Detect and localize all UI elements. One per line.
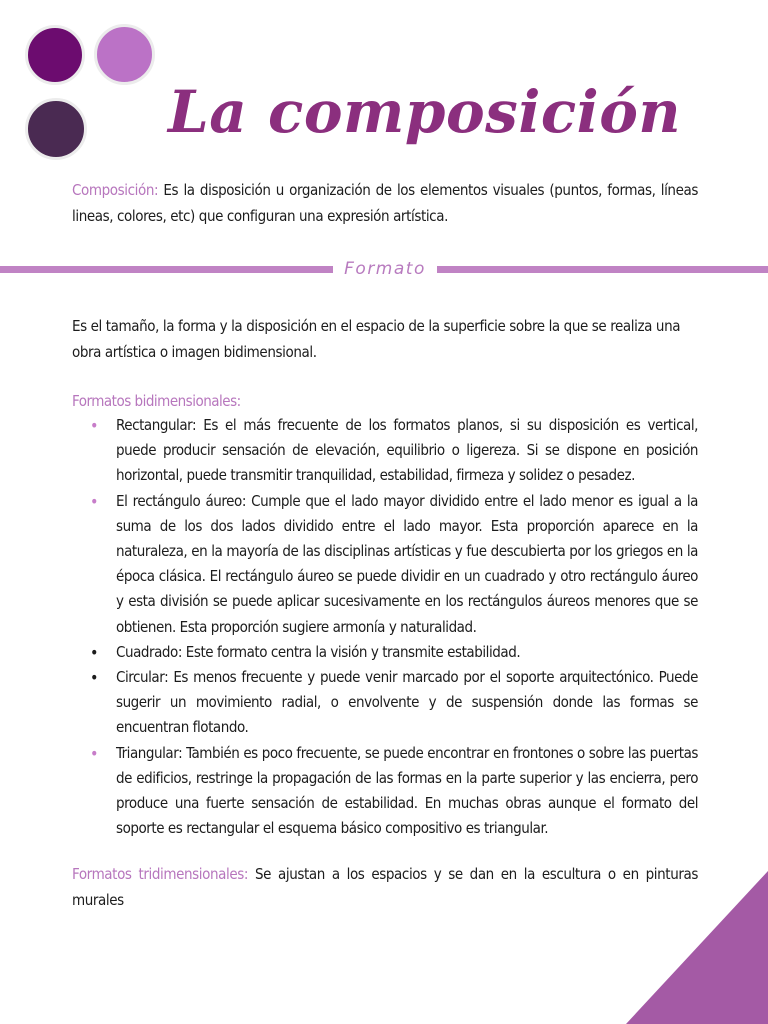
decorative-circle-light-purple [94, 24, 155, 85]
format-item-text: Rectangular: Es el más frecuente de los formatos planos, si su disposición es vertical, puede producir sensación de elevación, equilibrio o ligereza. Si se dispone en posición horizontal, puede transmitir tranquilidad, estabilidad, firmeza y solidez o pesadez. [116, 416, 698, 485]
section-heading-formato: Formato [344, 259, 426, 279]
bullet-point: • [90, 668, 99, 688]
format-item-text: El rectángulo áureo: Cumple que el lado mayor dividido entre el lado menor es igual a la suma de los dos lados dividido entre el lado mayor. Esta proporción aparece en la naturaleza, en la mayoría de las disciplinas artísticas y fue descubierta por los griegos en la época clásica. El rectángulo áureo se puede dividir en un cuadrado y otro rectángulo áureo y esta división se puede aplicar sucesivamente en los rectángulos áureos menores que se obtienen. Esta proporción sugiere armonía y naturalidad. [116, 491, 698, 636]
page-title: La composición [168, 78, 682, 146]
bullet-point: • [90, 491, 99, 511]
bullet-point: • [90, 642, 99, 662]
corner-triangle-shape [626, 871, 768, 1024]
format-list-item [72, 489, 698, 640]
format-list-item [72, 741, 698, 842]
tridimensional-paragraph [72, 861, 698, 913]
format-list-item [72, 413, 698, 489]
intro-label: Composición: [72, 181, 159, 199]
decorative-circle-eggplant [25, 98, 87, 160]
divider-line-right [437, 266, 768, 273]
corner-triangle-decoration [626, 871, 768, 1024]
divider-line-left [0, 266, 333, 273]
tridimensional-text: Se ajustan a los espacios y se dan en la escultura o en pinturas murales [72, 865, 698, 909]
intro-text: Es la disposición u organización de los elementos visuales (puntos, formas, líneas lineas, colores, etc) que configuran una expresión artística. [72, 181, 698, 225]
bullet-point: • [90, 416, 99, 435]
section-divider [0, 256, 768, 282]
intro-paragraph [72, 177, 698, 229]
format-item-text: Cuadrado: Este formato centra la visión y transmite estabilidad. [116, 642, 521, 661]
formato-description: Es el tamaño, la forma y la disposición en el espacio de la superficie sobre la que se realiza una obra artística o imagen bidimensional. [72, 317, 681, 361]
format-list-item [72, 640, 698, 665]
format-item-text: Circular: Es menos frecuente y puede venir marcado por el soporte arquitectónico. Puede sugerir un movimiento radial, o envolvente y de suspensión donde las formas se encuentran flotando. [116, 668, 698, 737]
bidimensional-heading: Formatos bidimensionales: [72, 392, 241, 410]
tridimensional-label: Formatos tridimensionales: [72, 865, 249, 883]
format-item-text: Triangular: También es poco frecuente, se puede encontrar en frontones o sobre las puertas de edificios, restringe la propagación de las formas en la parte superior y las encierra, pero produce una fuerte sensación de estabilidad. En muchas obras aunque el formato del soporte es rectangular el esquema básico compositivo es triangular. [116, 743, 698, 838]
format-list-item [72, 665, 698, 741]
bullet-point: • [90, 743, 99, 763]
format-list [72, 413, 698, 841]
decorative-circle-dark-purple [25, 25, 85, 85]
